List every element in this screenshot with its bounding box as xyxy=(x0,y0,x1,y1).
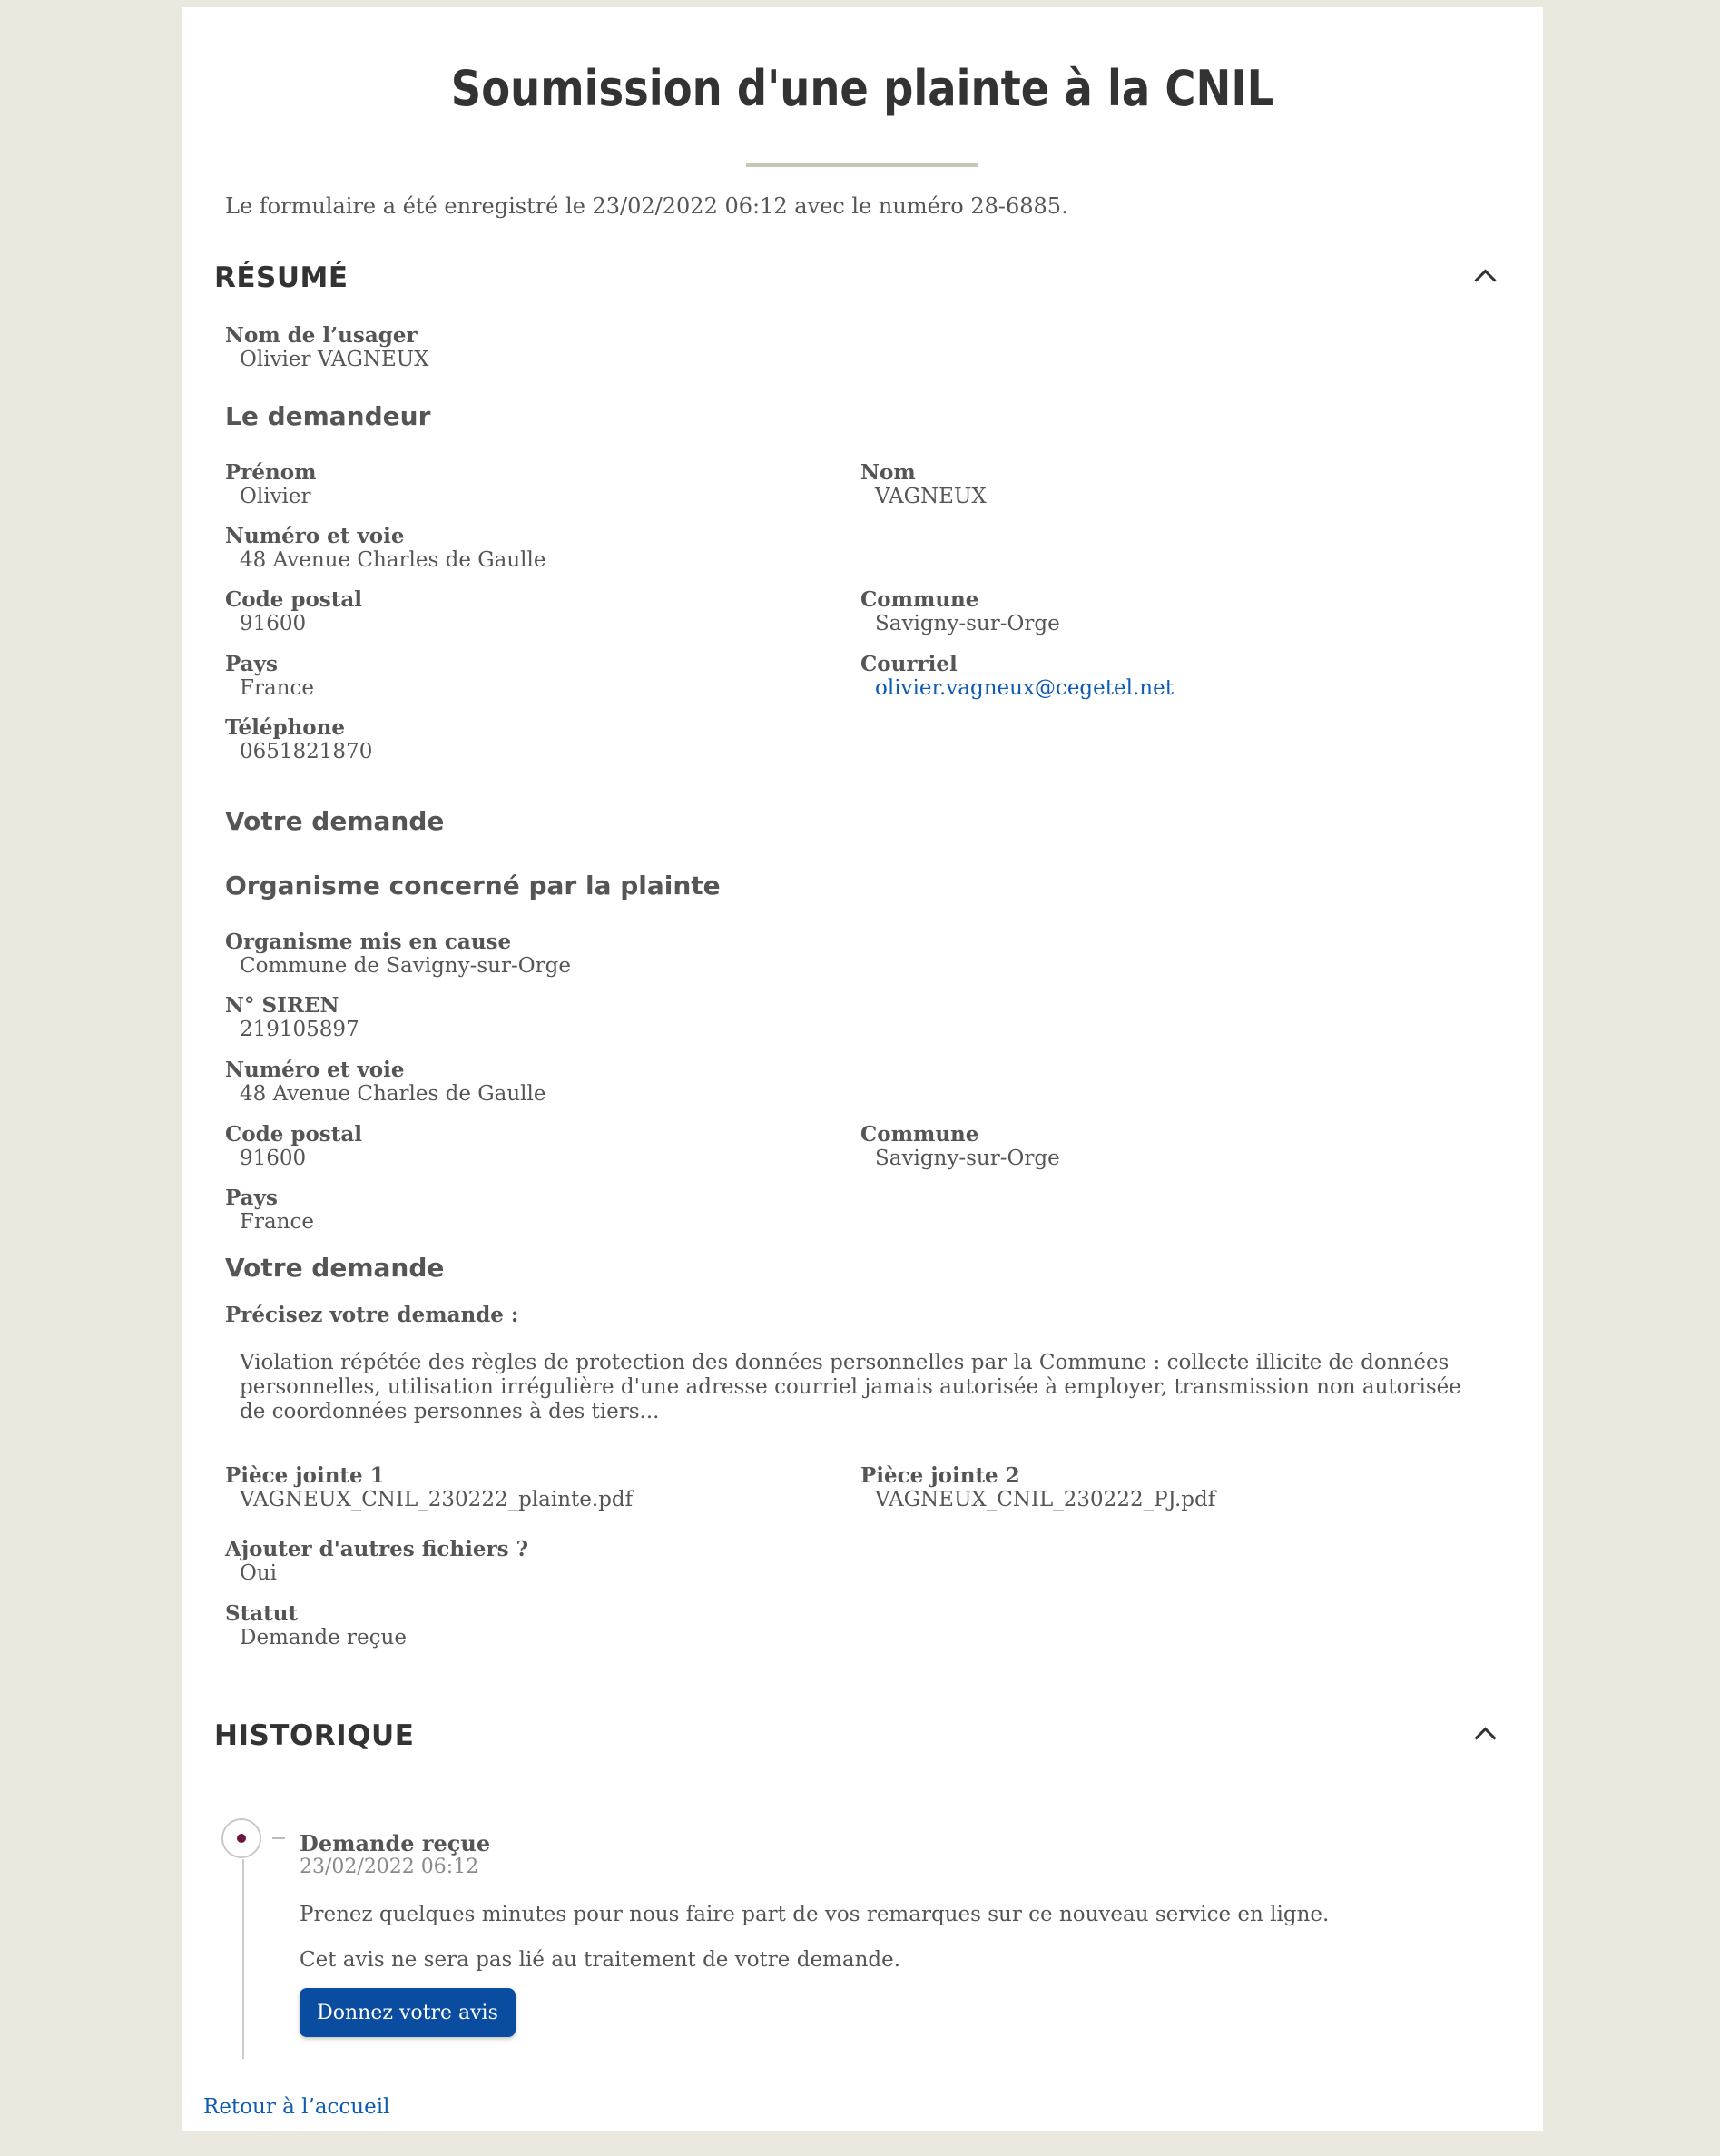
siren-value: 219105897 xyxy=(240,1018,359,1041)
autres-fichiers-label: Ajouter d'autres fichiers ? xyxy=(225,1537,529,1561)
demandeur-heading: Le demandeur xyxy=(225,401,431,431)
org-commune-label: Commune xyxy=(860,1122,979,1147)
code-postal-label: Code postal xyxy=(225,587,363,612)
org-code-postal-value: 91600 xyxy=(240,1147,307,1170)
event-date: 23/02/2022 06:12 xyxy=(300,1856,479,1878)
organisme-heading: Organisme concerné par la plainte xyxy=(225,871,721,901)
piece-jointe-2-label: Pièce jointe 2 xyxy=(860,1463,1020,1488)
prenom-value: Olivier xyxy=(240,485,311,508)
telephone-value: 0651821870 xyxy=(240,740,373,763)
feedback-text: Prenez quelques minutes pour nous faire part de vos remarques sur ce nouveau service en ligne. xyxy=(300,1903,1330,1926)
piece-jointe-2-value: VAGNEUX_CNIL_230222_PJ.pdf xyxy=(875,1488,1216,1511)
statut-label: Statut xyxy=(225,1601,299,1626)
org-commune-value: Savigny-sur-Orge xyxy=(875,1147,1060,1170)
timeline-line xyxy=(242,1859,244,2059)
pays-value: France xyxy=(240,676,314,700)
nom-value: VAGNEUX xyxy=(875,485,987,508)
precisez-label: Précisez votre demande : xyxy=(225,1303,519,1327)
prenom-label: Prénom xyxy=(225,460,317,485)
autres-fichiers-value: Oui xyxy=(240,1561,278,1585)
org-pays-label: Pays xyxy=(225,1186,278,1210)
timeline-dot xyxy=(237,1834,246,1843)
code-postal-value: 91600 xyxy=(240,612,307,635)
title-divider xyxy=(746,163,978,167)
piece-jointe-1-label: Pièce jointe 1 xyxy=(225,1463,385,1488)
nom-label: Nom xyxy=(860,460,916,485)
courriel-link[interactable]: olivier.vagneux@cegetel.net xyxy=(875,676,1174,700)
timeline-dash xyxy=(272,1837,285,1839)
feedback-note: Cet avis ne sera pas lié au traitement de votre demande. xyxy=(300,1948,901,1972)
demande-details-heading: Votre demande xyxy=(225,1253,445,1283)
org-pays-value: France xyxy=(240,1210,314,1234)
usager-label: Nom de l’usager xyxy=(225,323,418,348)
courriel-label: Courriel xyxy=(860,652,958,676)
main-card xyxy=(182,7,1543,2131)
feedback-button[interactable]: Donnez votre avis xyxy=(300,1988,516,2037)
org-voie-value: 48 Avenue Charles de Gaulle xyxy=(240,1082,546,1106)
confirmation-text: Le formulaire a été enregistré le 23/02/2022 06:12 avec le numéro 28-6885. xyxy=(225,193,1068,219)
votre-demande-heading: Votre demande xyxy=(225,806,445,836)
commune-value: Savigny-sur-Orge xyxy=(875,612,1060,635)
chevron-up-icon[interactable] xyxy=(1474,1727,1496,1748)
org-voie-label: Numéro et voie xyxy=(225,1058,405,1082)
chevron-up-icon[interactable] xyxy=(1474,269,1496,290)
statut-value: Demande reçue xyxy=(240,1626,407,1649)
timeline-bullet-icon xyxy=(221,1818,261,1858)
organisme-label: Organisme mis en cause xyxy=(225,930,512,954)
pays-label: Pays xyxy=(225,652,278,676)
telephone-label: Téléphone xyxy=(225,715,345,740)
voie-value: 48 Avenue Charles de Gaulle xyxy=(240,548,546,572)
org-code-postal-label: Code postal xyxy=(225,1122,363,1147)
resume-heading: RÉSUMÉ xyxy=(214,261,349,294)
page-title: Soumission d'une plainte à la CNIL xyxy=(450,60,1274,117)
back-home-link[interactable]: Retour à l’accueil xyxy=(203,2095,390,2119)
usager-value: Olivier VAGNEUX xyxy=(240,348,429,371)
voie-label: Numéro et voie xyxy=(225,524,405,548)
precisez-value: Violation répétée des règles de protection des données personnelles par la Commune : collecte illicite de données personnelles, utilisation irrégulière d'une adresse courriel jamais autorisée à employer, transmission non autorisée de coordonnées personnes à des tiers... xyxy=(240,1351,1461,1423)
event-title: Demande reçue xyxy=(300,1830,491,1856)
piece-jointe-1-value: VAGNEUX_CNIL_230222_plainte.pdf xyxy=(240,1488,634,1511)
historique-heading: HISTORIQUE xyxy=(214,1719,415,1752)
organisme-value: Commune de Savigny-sur-Orge xyxy=(240,954,571,978)
siren-label: N° SIREN xyxy=(225,993,339,1018)
commune-label: Commune xyxy=(860,587,979,612)
